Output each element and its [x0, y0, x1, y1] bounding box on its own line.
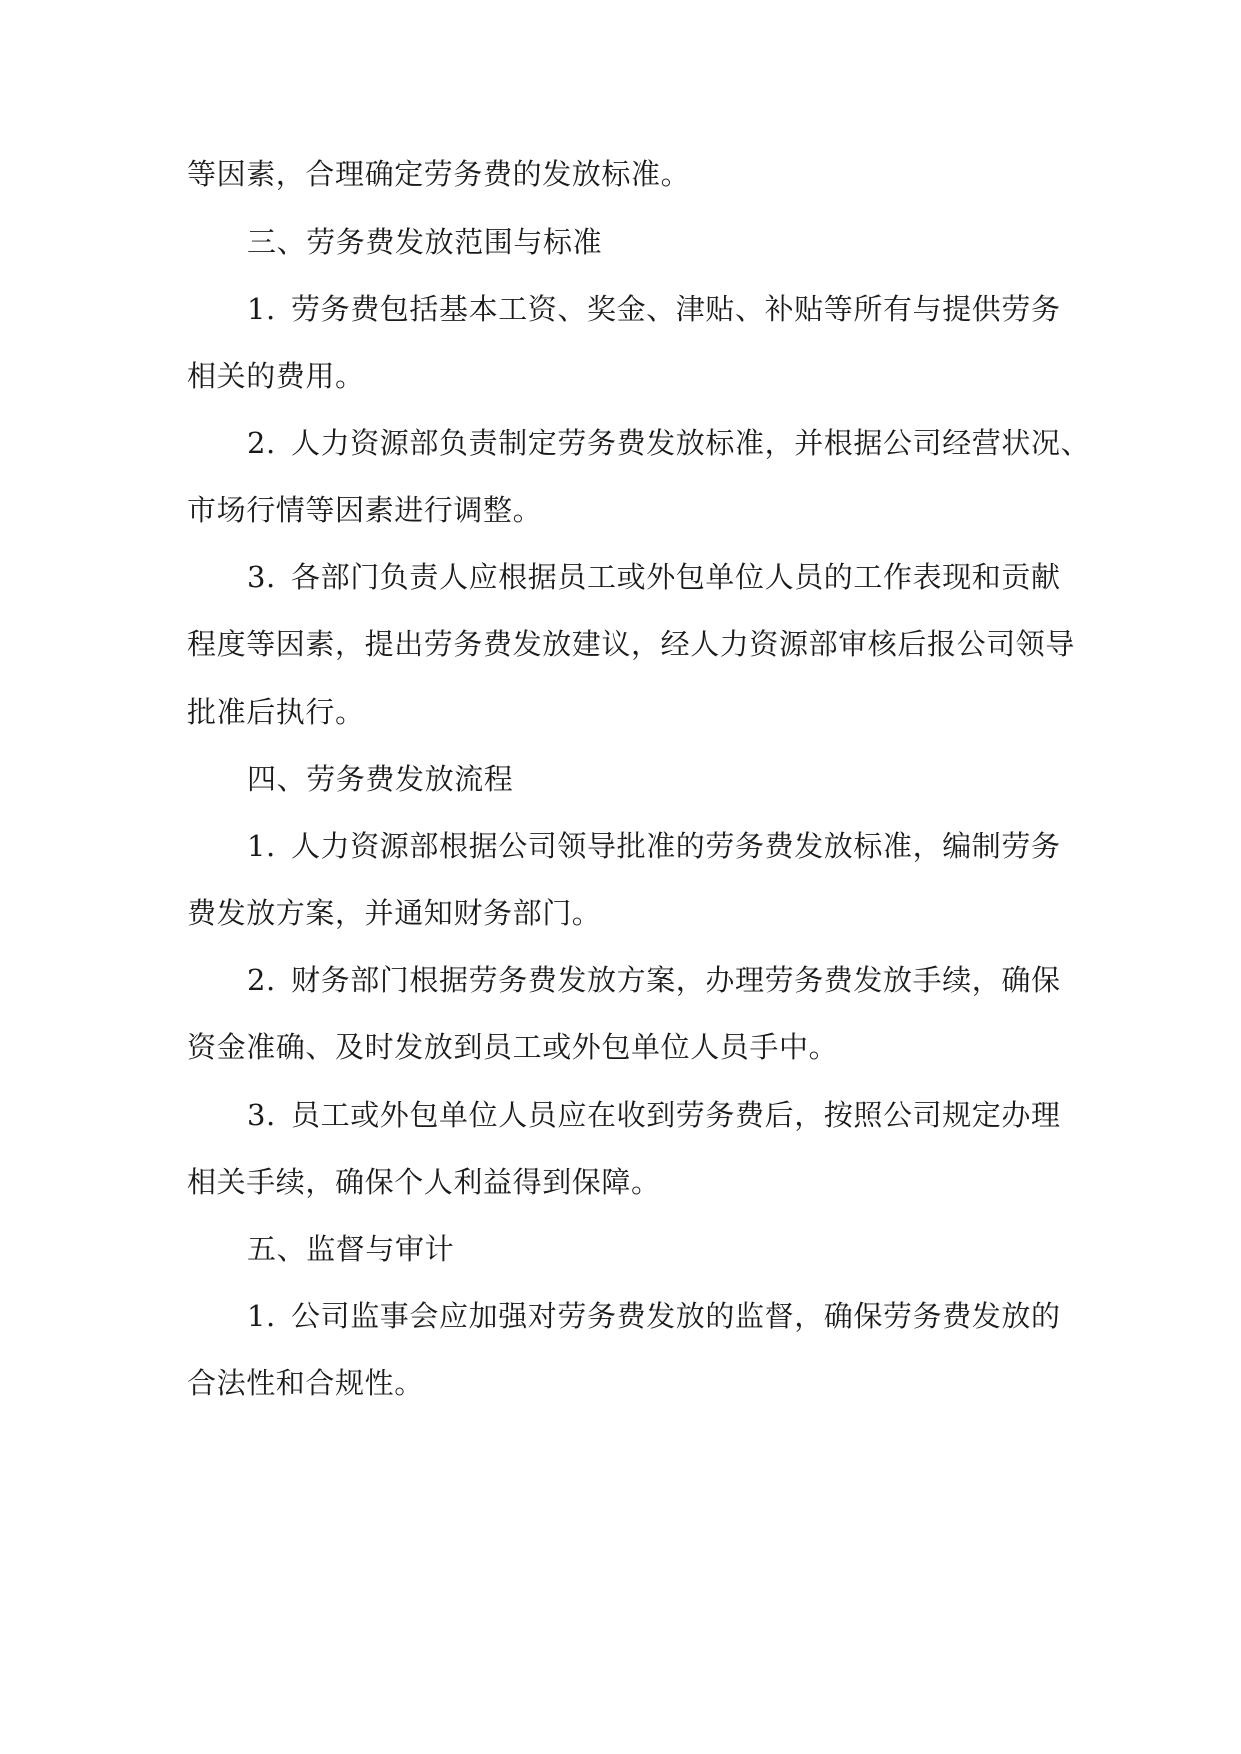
list-number: 1.: [247, 292, 276, 326]
line-text: 批准后执行。: [187, 695, 365, 729]
list-item: [247, 423, 1090, 463]
heading-text: 三、劳务费发放范围与标准: [247, 225, 603, 259]
heading-text: 五、监督与审计: [247, 1232, 455, 1266]
list-number: 1.: [247, 829, 276, 863]
paragraph-line: [187, 893, 601, 933]
section-heading: [247, 759, 513, 799]
paragraph-line: [187, 154, 690, 194]
list-item: [247, 1095, 1061, 1135]
line-text: 劳务费包括基本工资、奖金、津贴、补贴等所有与提供劳务: [291, 292, 1061, 326]
section-heading: [247, 1229, 454, 1269]
paragraph-line: [187, 1162, 661, 1202]
list-item: [247, 826, 1061, 866]
line-text: 资金准确、及时发放到员工或外包单位人员手中。: [187, 1030, 839, 1064]
list-number: 3.: [247, 1098, 276, 1132]
line-text: 市场行情等因素进行调整。: [187, 493, 543, 527]
paragraph-line: [187, 1363, 424, 1403]
paragraph-line: [187, 356, 365, 396]
line-text: 财务部门根据劳务费发放方案，办理劳务费发放手续，确保: [291, 963, 1061, 997]
line-text: 合法性和合规性。: [187, 1366, 424, 1400]
list-item: [247, 960, 1061, 1000]
line-text: 员工或外包单位人员应在收到劳务费后，按照公司规定办理: [291, 1098, 1061, 1132]
line-text: 人力资源部负责制定劳务费发放标准，并根据公司经营状况、: [291, 426, 1091, 460]
list-number: 3.: [247, 560, 276, 594]
list-item: [247, 1296, 1061, 1336]
section-heading: [247, 222, 602, 262]
list-number: 2.: [247, 426, 276, 460]
line-text: 相关的费用。: [187, 359, 365, 393]
line-text: 费发放方案，并通知财务部门。: [187, 896, 602, 930]
line-text: 程度等因素，提出劳务费发放建议，经人力资源部审核后报公司领导: [187, 627, 1076, 661]
list-number: 1.: [247, 1299, 276, 1333]
line-text: 人力资源部根据公司领导批准的劳务费发放标准，编制劳务: [291, 829, 1061, 863]
line-text: 公司监事会应加强对劳务费发放的监督，确保劳务费发放的: [291, 1299, 1061, 1333]
heading-text: 四、劳务费发放流程: [247, 762, 514, 796]
line-text: 相关手续，确保个人利益得到保障。: [187, 1165, 661, 1199]
line-text: 等因素，合理确定劳务费的发放标准。: [187, 157, 691, 191]
paragraph-line: [187, 1027, 838, 1067]
paragraph-line: [187, 490, 542, 530]
line-text: 各部门负责人应根据员工或外包单位人员的工作表现和贡献: [291, 560, 1061, 594]
paragraph-line: [187, 624, 1075, 664]
list-item: [247, 289, 1061, 329]
list-item: [247, 557, 1061, 597]
paragraph-line: [187, 692, 365, 732]
list-number: 2.: [247, 963, 276, 997]
